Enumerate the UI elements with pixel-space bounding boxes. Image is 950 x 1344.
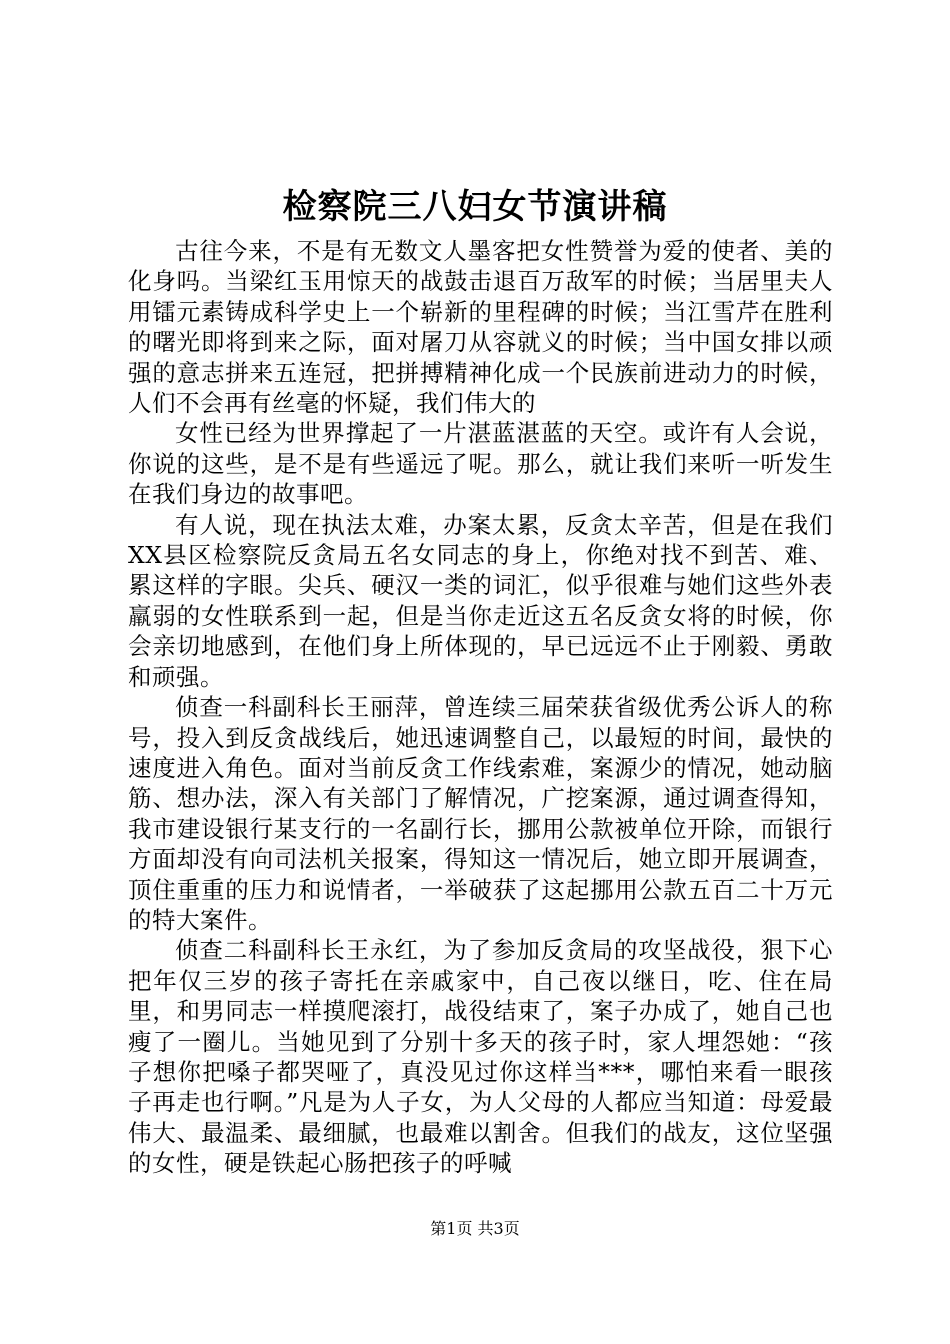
document-title: 检察院三八妇女节演讲稿 [282, 187, 668, 227]
page-number-footer: 第1页 共3页 [430, 1219, 520, 1238]
paragraph: 侦查二科副科长王永红，为了参加反贪局的攻坚战役，狠下心把年仅三岁的孩子寄托在亲戚家中，自己夜以继日，吃、住在局里，和男同志一样摸爬滚打，战役结束了，案子办成了，她自己也瘦了一圈儿。当她见到了分别十多天的孩子时，家人埋怨她：“孩子想你把嗓子都哭哑了，真没见过你这样当***，哪怕来看一眼孩子再走也行啊。”凡是为人子女，为人父母的人都应当知道：母爱最伟大、最温柔、最细腻，也最难以割舍。但我们的战友，这位坚强的女性，硬是铁起心肠把孩子的呼喊 [128, 936, 833, 1178]
paragraph: 有人说，现在执法太难，办案太累，反贪太辛苦，但是在我们XX县区检察院反贪局五名女同志的身上，你绝对找不到苦、难、累这样的字眼。尖兵、硬汉一类的词汇，似乎很难与她们这些外表羸弱的女性联系到一起，但是当你走近这五名反贪女将的时候，你会亲切地感到，在他们身上所体现的，早已远远不止于刚毅、勇敢和顽强。 [128, 510, 833, 691]
paragraph: 女性已经为世界撑起了一片湛蓝湛蓝的天空。或许有人会说，你说的这些，是不是有些遥远了呢。那么，就让我们来听一听发生在我们身边的故事吧。 [128, 419, 833, 509]
document-body [128, 236, 833, 1179]
paragraph: 侦查一科副科长王丽萍，曾连续三届荣获省级优秀公诉人的称号，投入到反贪战线后，她迅速调整自己，以最短的时间，最快的速度进入角色。面对当前反贪工作线索难，案源少的情况，她动脑筋、想办法，深入有关部门了解情况，广挖案源，通过调查得知，我市建设银行某支行的一名副行长，挪用公款被单位开除，而银行方面却没有向司法机关报案，得知这一情况后，她立即开展调查，顶住重重的压力和说情者，一举破获了这起挪用公款五百二十万元的特大案件。 [128, 693, 833, 934]
paragraph: 古往今来，不是有无数文人墨客把女性赞誉为爱的使者、美的化身吗。当梁红玉用惊天的战鼓击退百万敌军的时候；当居里夫人用镭元素铸成科学史上一个崭新的里程碑的时候；当江雪芹在胜利的曙光即将到来之际，面对屠刀从容就义的时候；当中国女排以顽强的意志拼来五连冠，把拼搏精神化成一个民族前进动力的时候，人们不会再有丝毫的怀疑，我们伟大的 [128, 237, 833, 418]
